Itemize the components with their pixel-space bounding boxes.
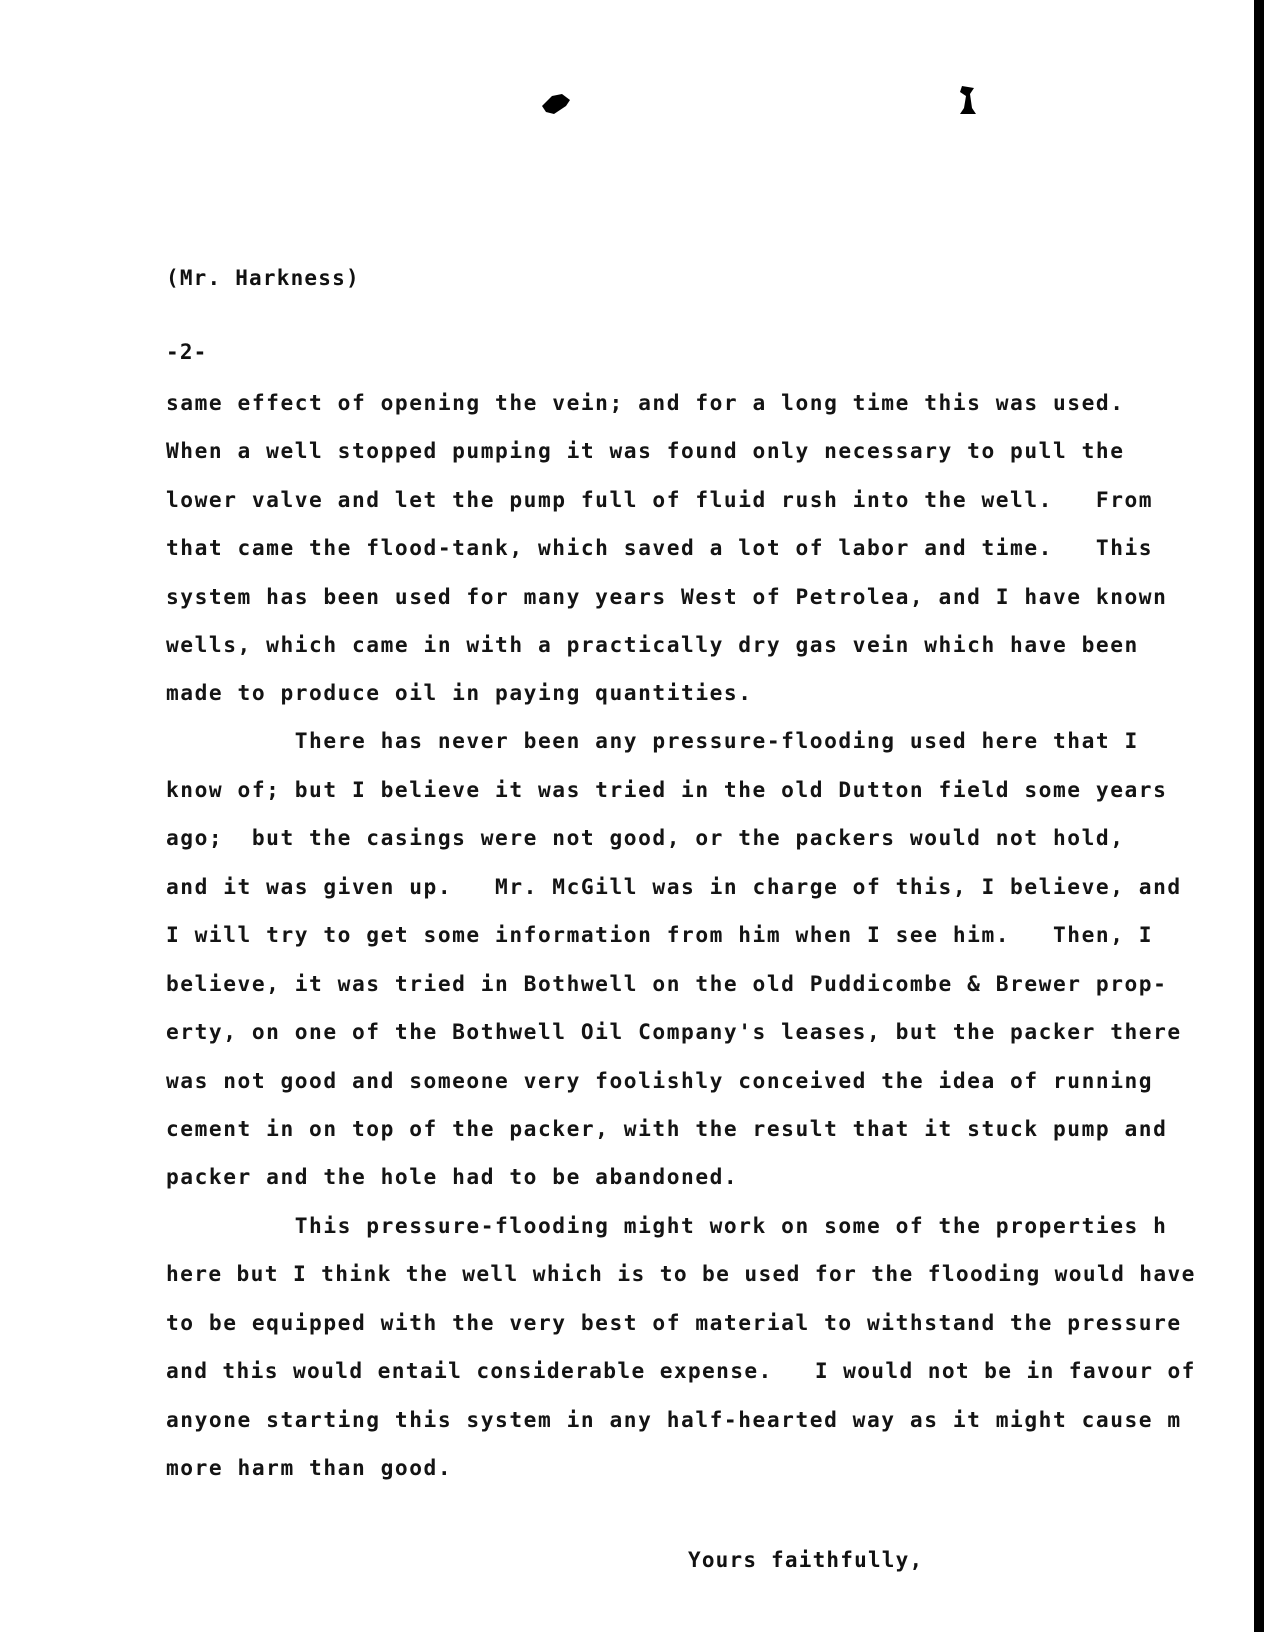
body-line: system has been used for many years West of Petrolea, and I have known	[166, 584, 1168, 609]
body-line: that came the flood-tank, which saved a lot of labor and time. This	[166, 535, 1154, 560]
body-line: This pressure-flooding might work on some of the properties h	[166, 1213, 1168, 1238]
body-line: was not good and someone very foolishly conceived the idea of running	[166, 1068, 1154, 1093]
ink-blot-mark	[540, 92, 574, 116]
body-line: more harm than good.	[166, 1455, 453, 1480]
page-number: -2-	[166, 340, 208, 364]
body-line: believe, it was tried in Bothwell on the old Puddicombe & Brewer prop-	[166, 971, 1168, 996]
body-line: I will try to get some information from him when I see him. Then, I	[166, 922, 1154, 947]
body-line: lower valve and let the pump full of fluid rush into the well. From	[166, 487, 1154, 512]
body-line: and this would entail considerable expense. I would not be in favour of	[166, 1358, 1196, 1383]
body-line: made to produce oil in paying quantities.	[166, 680, 753, 705]
ink-mark	[956, 84, 980, 118]
body-line: same effect of opening the vein; and for a long time this was used.	[166, 390, 1125, 415]
scan-edge	[1254, 0, 1264, 1632]
body-line: There has never been any pressure-flooding used here that I	[166, 728, 1139, 753]
body-line: ago; but the casings were not good, or the packers would not hold,	[166, 825, 1125, 850]
addressee: (Mr. Harkness)	[166, 266, 360, 290]
body-line: cement in on top of the packer, with the result that it stuck pump and	[166, 1116, 1168, 1141]
closing-salutation: Yours faithfully,	[688, 1548, 924, 1572]
body-line: know of; but I believe it was tried in the old Dutton field some years	[166, 777, 1168, 802]
body-line: erty, on one of the Bothwell Oil Company's leases, but the packer there	[166, 1019, 1182, 1044]
body-line: packer and the hole had to be abandoned.	[166, 1164, 739, 1189]
body-line: to be equipped with the very best of material to withstand the pressure	[166, 1310, 1182, 1335]
body-line: wells, which came in with a practically dry gas vein which have been	[166, 632, 1139, 657]
body-line: here but I think the well which is to be used for the flooding would have	[166, 1261, 1196, 1286]
body-line: and it was given up. Mr. McGill was in charge of this, I believe, and	[166, 874, 1182, 899]
body-line: anyone starting this system in any half-hearted way as it might cause m	[166, 1407, 1182, 1432]
body-line: When a well stopped pumping it was found only necessary to pull the	[166, 438, 1125, 463]
